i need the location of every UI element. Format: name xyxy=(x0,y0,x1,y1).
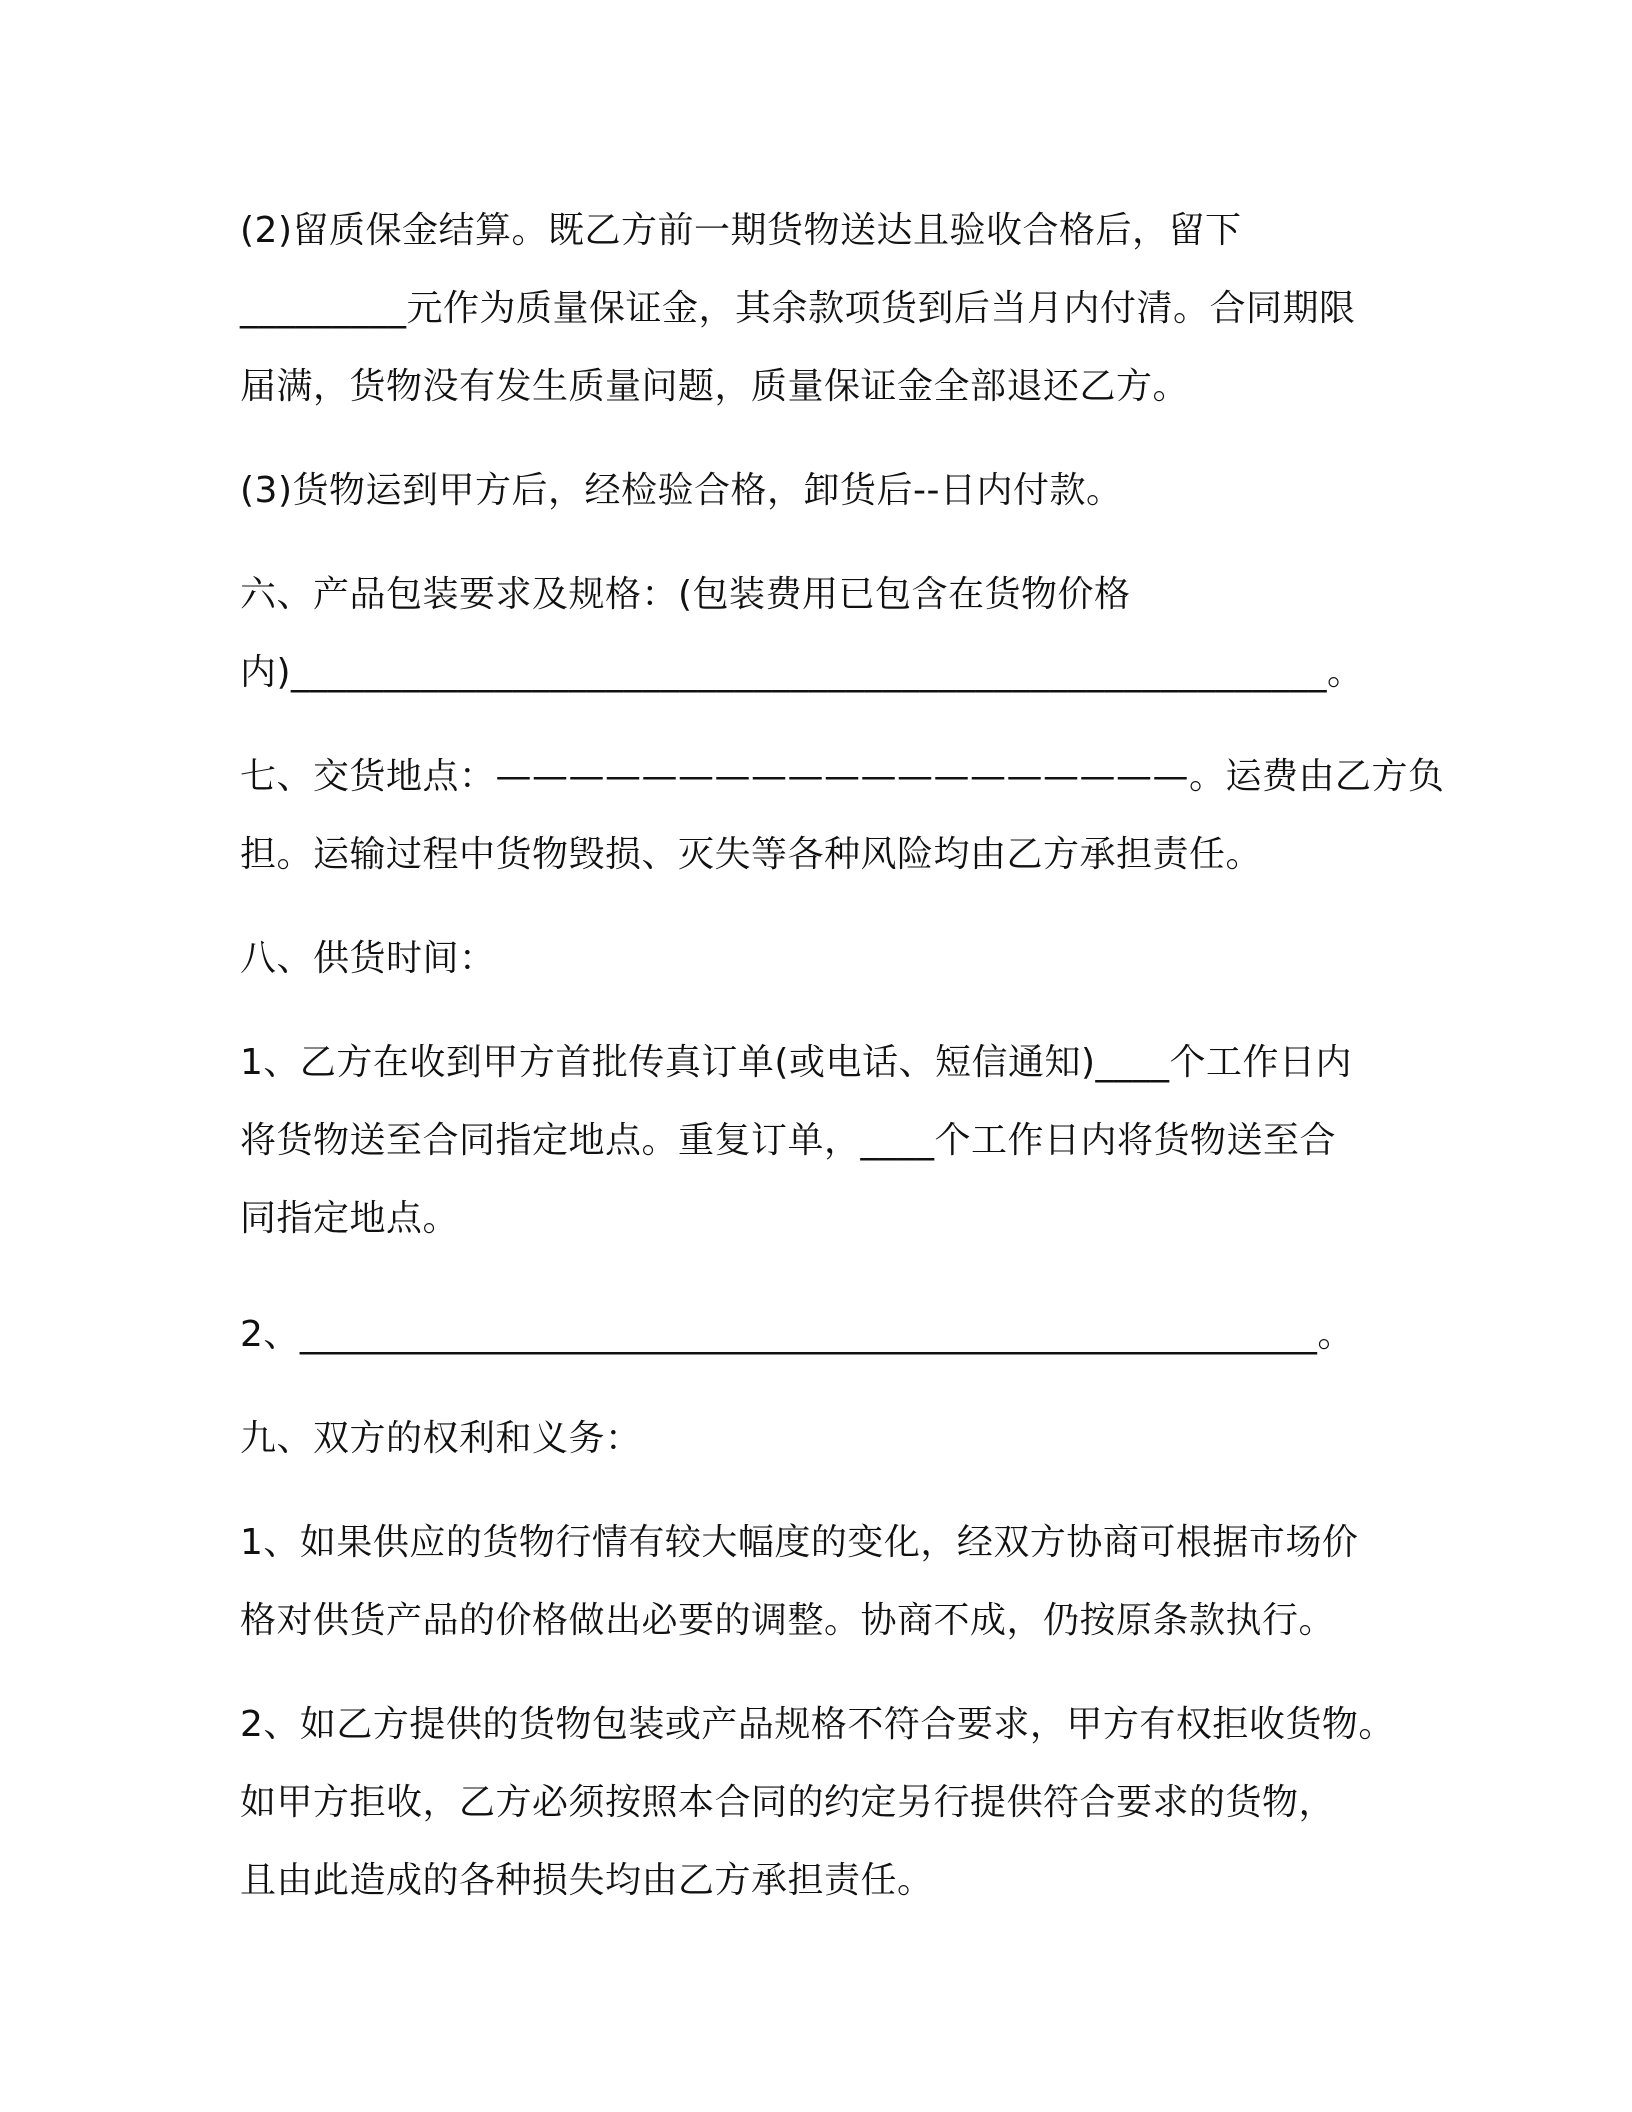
text-line: 1、如果供应的货物行情有较大幅度的变化，经双方协商可根据市场价 xyxy=(240,1522,1359,1563)
text-line: 格对供货产品的价格做出必要的调整。协商不成，仍按原条款执行。 xyxy=(240,1600,1336,1641)
paragraph-8-1-supply-time xyxy=(240,1024,1420,1258)
paragraph-payment-after-delivery xyxy=(240,452,1420,530)
paragraph-9-1-price-adjustment xyxy=(240,1504,1420,1660)
paragraph-8-2-blank xyxy=(240,1296,1420,1374)
text-line: (3)货物运到甲方后，经检验合格，卸货后--日内付款。 xyxy=(240,470,1123,511)
section-6-packaging xyxy=(240,556,1420,712)
text-line: 将货物送至合同指定地点。重复订单，____个工作日内将货物送至合 xyxy=(240,1120,1337,1161)
text-line: 2、_______________________________________________________。 xyxy=(240,1314,1354,1355)
text-line: 同指定地点。 xyxy=(240,1198,460,1239)
text-line: 且由此造成的各种损失均由乙方承担责任。 xyxy=(240,1860,934,1901)
document-body xyxy=(240,192,1445,1920)
paragraph-quality-deposit xyxy=(240,192,1420,426)
text-line: (2)留质保金结算。既乙方前一期货物送达且验收合格后，留下 xyxy=(240,210,1242,251)
text-line: 2、如乙方提供的货物包装或产品规格不符合要求，甲方有权拒收货物。 xyxy=(240,1704,1395,1745)
text-line: 如甲方拒收，乙方必须按照本合同的约定另行提供符合要求的货物， xyxy=(240,1782,1336,1823)
section-9-heading xyxy=(240,1400,1420,1478)
text-line: 九、双方的权利和义务： xyxy=(240,1418,642,1459)
text-line: 六、产品包装要求及规格：(包装费用已包含在货物价格 xyxy=(240,574,1131,615)
text-line: 七、交货地点：———————————————————。运费由乙方负 xyxy=(240,756,1445,797)
text-line: _________元作为质量保证金，其余款项货到后当月内付清。合同期限 xyxy=(240,288,1356,329)
text-line: 八、供货时间： xyxy=(240,938,496,979)
text-line: 1、乙方在收到甲方首批传真订单(或电话、短信通知)____个工作日内 xyxy=(240,1042,1352,1083)
paragraph-9-2-rejection xyxy=(240,1686,1420,1920)
text-line: 内)________________________________________________________。 xyxy=(240,652,1364,693)
section-8-heading xyxy=(240,920,1420,998)
text-line: 届满，货物没有发生质量问题，质量保证金全部退还乙方。 xyxy=(240,366,1190,407)
section-7-delivery-location xyxy=(240,738,1445,894)
text-line: 担。运输过程中货物毁损、灭失等各种风险均由乙方承担责任。 xyxy=(240,834,1263,875)
